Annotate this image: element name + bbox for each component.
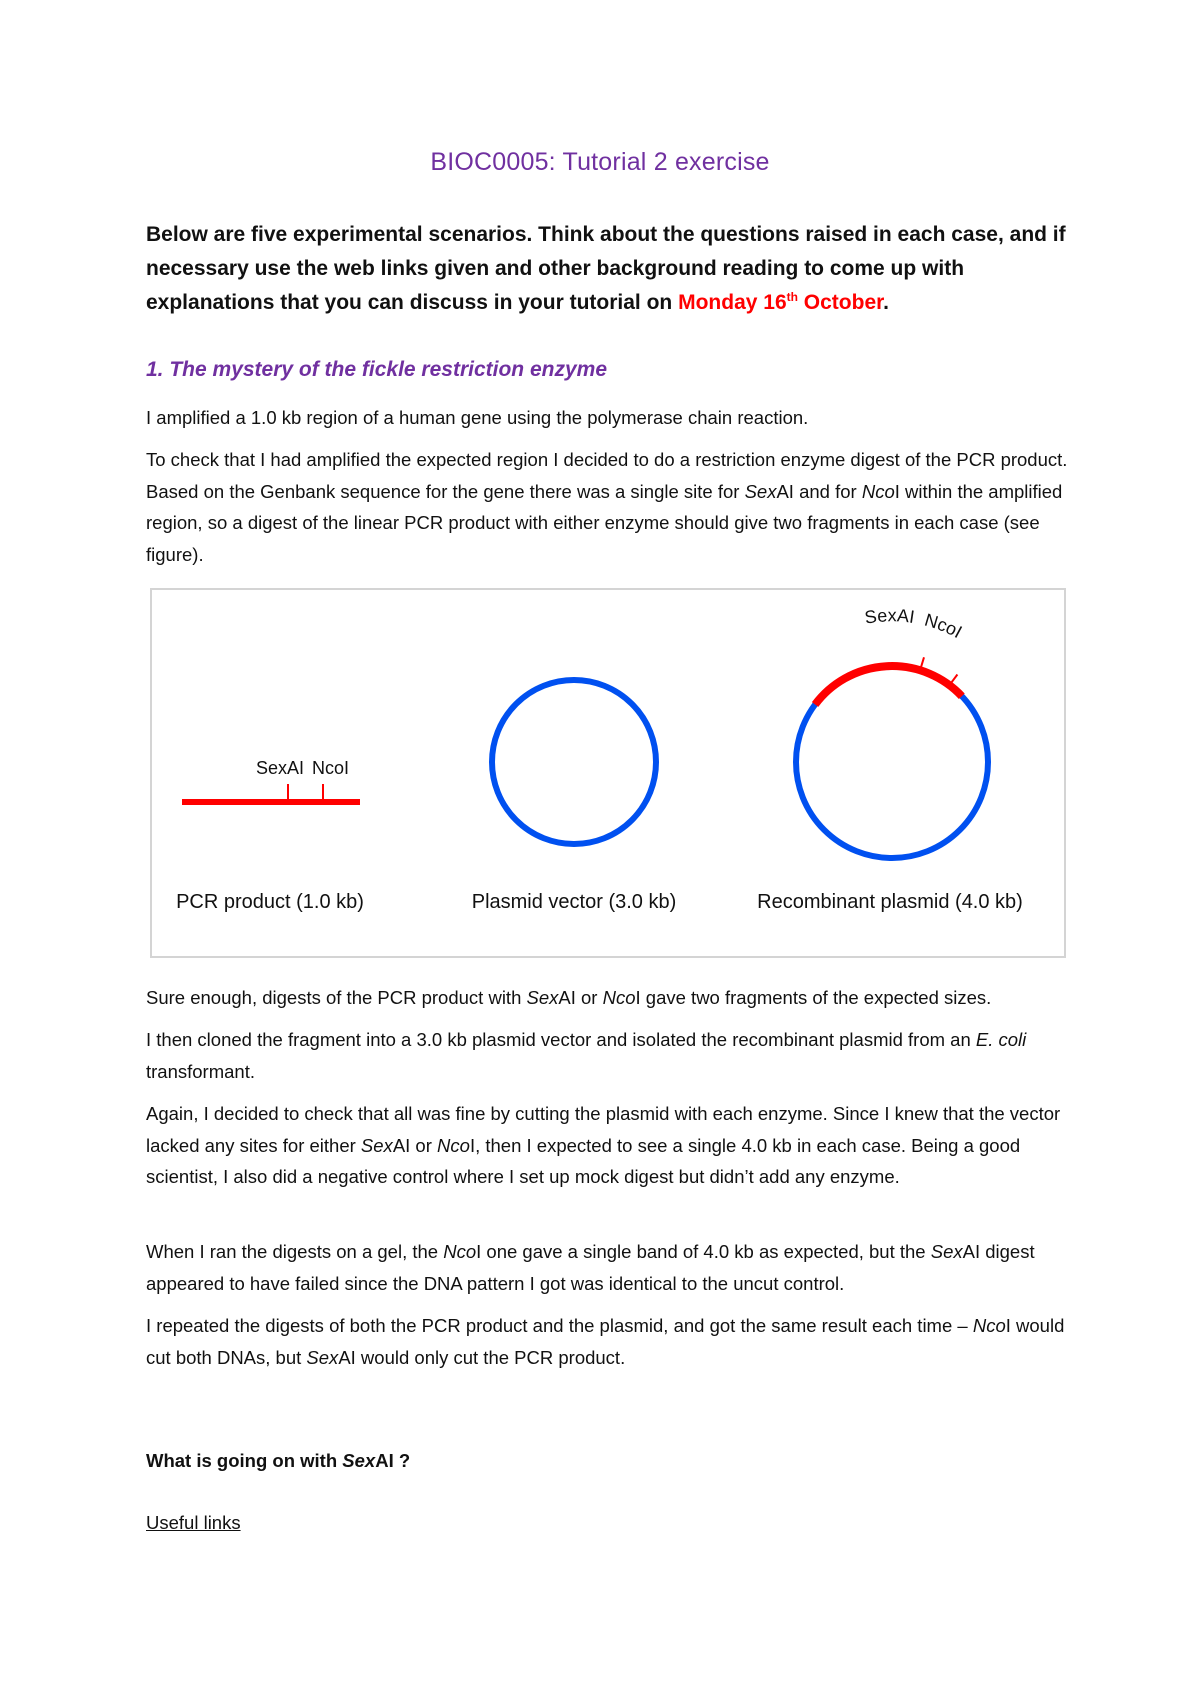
curved-sexai-label: SexAI [863, 605, 916, 628]
cloning-diagram [152, 590, 1064, 956]
intro-text: Below are five experimental scenarios. Think about the questions raised in each case, and if necessary use the web links given and other background reading to come up with explanations that you can discuss in your tutorial on [146, 223, 1066, 314]
paragraph-3: Sure enough, digests of the PCR product with SexAI or NcoI gave two fragments of the expected sizes. [146, 987, 992, 1008]
paragraph-5: Again, I decided to check that all was fine by cutting the plasmid with each enzyme. Since I knew that the vector lacked any sites for either SexAI or NcoI, then I expected to see a single 4.0 kb in each case. Being a good scientist, I also did a negative control where I set up mock digest but didn’t add any enzyme. [146, 1103, 1061, 1187]
paragraph-6: When I ran the digests on a gel, the NcoI one gave a single band of 4.0 kb as expected, but the SexAI digest appeared to have failed since the DNA pattern I got was identical to the uncut control. [146, 1241, 1035, 1294]
plasmid-vector-circle [492, 680, 656, 844]
intro-paragraph: Below are five experimental scenarios. Think about the questions raised in each case, and if necessary use the web links given and other background reading to come up with explanations that you can discuss in your tutorial on Monday 16th October. [146, 223, 1066, 314]
useful-links-label: Useful links [146, 1512, 241, 1533]
cloning-figure [150, 588, 1066, 958]
question-text: What is going on with SexAI ? [146, 1450, 411, 1471]
recombinant-insert-arc [815, 666, 962, 704]
section-heading: 1. The mystery of the fickle restriction enzyme [146, 358, 607, 381]
sexai-site-label: SexAI [256, 758, 305, 778]
paragraph-2: To check that I had amplified the expected region I decided to do a restriction enzyme digest of the PCR product. Based on the Genbank sequence for the gene there was a single site for SexAI and for NcoI within the amplified region, so a digest of the linear PCR product with either enzyme should give two fragments in each case (see figure). [146, 449, 1068, 565]
page-title: BIOC0005: Tutorial 2 exercise [430, 148, 770, 176]
tutorial-date: Monday 16th October [678, 290, 884, 314]
curved-ncoi-label: NcoI [922, 609, 966, 643]
pcr-product-caption: PCR product (1.0 kb) [176, 891, 364, 913]
paragraph-7: I repeated the digests of both the PCR product and the plasmid, and got the same result each time – NcoI would cut both DNAs, but SexAI would only cut the PCR product. [146, 1315, 1065, 1368]
paragraph-1: I amplified a 1.0 kb region of a human gene using the polymerase chain reaction. [146, 407, 809, 428]
plasmid-vector-caption: Plasmid vector (3.0 kb) [471, 891, 677, 913]
recombinant-plasmid-caption: Recombinant plasmid (4.0 kb) [757, 891, 1023, 913]
paragraph-4: I then cloned the fragment into a 3.0 kb plasmid vector and isolated the recombinant plasmid from an E. coli transformant. [146, 1029, 1027, 1082]
curved-site-labels [863, 605, 965, 642]
ncoi-site-label: NcoI [312, 758, 350, 778]
